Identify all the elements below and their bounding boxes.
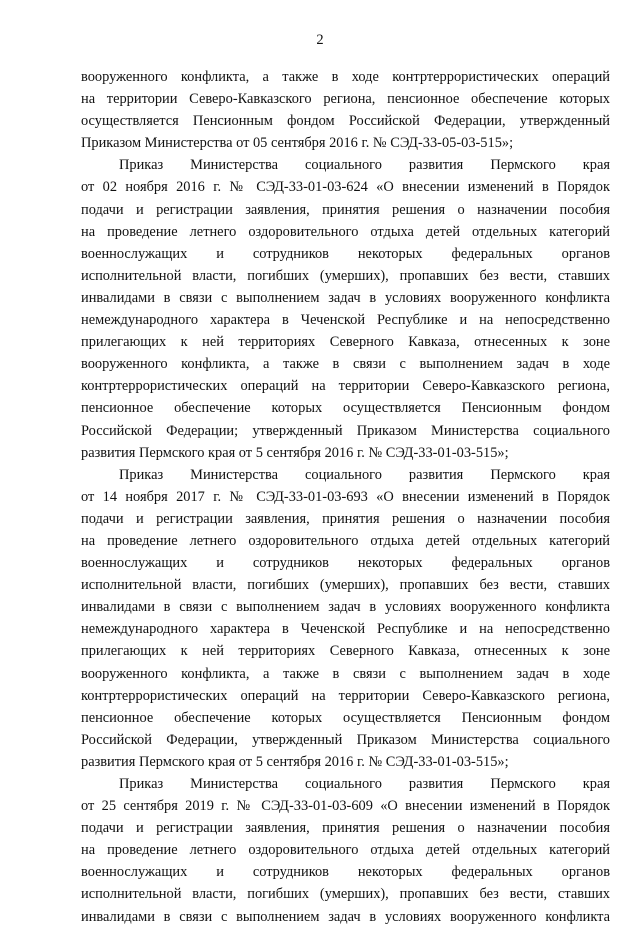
text-line: прилегающих к ней территориях Северного Кавказа, отнесенных к зоне — [81, 334, 610, 351]
text-line: от 02 ноября 2016 г. № СЭД-33-01-03-624 «О внесении изменений в Порядок — [81, 179, 610, 196]
paragraph-order-2019 — [81, 773, 610, 928]
text-line: от 25 сентября 2019 г. № СЭД-33-01-03-609 «О внесении изменений в Порядок — [81, 798, 610, 815]
text-line: контртеррористических операций на территории Северо-Кавказского региона, — [81, 378, 610, 395]
paragraph-continuation — [81, 66, 610, 154]
text-line: осуществляется Пенсионным фондом Российской Федерации, утвержденный — [81, 113, 610, 130]
text-line: пенсионное обеспечение которых осуществляется Пенсионным фондом — [81, 400, 610, 417]
text-line: Приказ Министерства социального развития Пермского края — [119, 466, 610, 483]
text-line: исполнительной власти, погибших (умерших), пропавших без вести, ставших — [81, 267, 610, 284]
text-line: Российской Федерации; утвержденный Приказом Министерства социального — [81, 422, 610, 439]
text-line: инвалидами в связи с выполнением задач в условиях вооруженного конфликта — [81, 908, 610, 925]
text-line: исполнительной власти, погибших (умерших), пропавших без вести, ставших — [81, 577, 610, 594]
text-line: развития Пермского края от 5 сентября 2016 г. № СЭД-33-01-03-515»; — [81, 753, 509, 770]
text-line: на проведение летнего оздоровительного отдыха детей отдельных категорий — [81, 223, 610, 240]
text-line: военнослужащих и сотрудников некоторых федеральных органов — [81, 555, 610, 572]
text-line: Приказ Министерства социального развития Пермского края — [119, 776, 610, 792]
text-line: военнослужащих и сотрудников некоторых федеральных органов — [81, 245, 610, 262]
text-line: вооруженного конфликта, а также в связи с выполнением задач в ходе — [81, 665, 610, 682]
text-line: военнослужащих и сотрудников некоторых федеральных органов — [81, 864, 610, 881]
text-line: пенсионное обеспечение которых осуществляется Пенсионным фондом — [81, 709, 610, 726]
text-line: Приказ Министерства социального развития Пермского края — [119, 157, 610, 174]
text-line: инвалидами в связи с выполнением задач в условиях вооруженного конфликта — [81, 599, 610, 616]
text-line: Приказом Министерства от 05 сентября 2016 г. № СЭД-33-05-03-515»; — [81, 135, 514, 152]
text-line: прилегающих к ней территориях Северного Кавказа, отнесенных к зоне — [81, 643, 610, 660]
paragraph-order-2016 — [81, 154, 610, 463]
text-line: Российской Федерации, утвержденный Приказом Министерства социального — [81, 731, 610, 748]
document-body — [81, 66, 610, 928]
text-line: от 14 ноября 2017 г. № СЭД-33-01-03-693 «О внесении изменений в Порядок — [81, 488, 610, 505]
text-line: развития Пермского края от 5 сентября 2016 г. № СЭД-33-01-03-515»; — [81, 444, 509, 461]
text-line: на проведение летнего оздоровительного отдыха детей отдельных категорий — [81, 532, 610, 549]
paragraph-order-2017 — [81, 464, 610, 773]
text-line: инвалидами в связи с выполнением задач в условиях вооруженного конфликта — [81, 289, 610, 306]
text-line: контртеррористических операций на территории Северо-Кавказского региона, — [81, 687, 610, 704]
text-line: на территории Северо-Кавказского региона, пенсионное обеспечение которых — [81, 91, 610, 108]
text-line: немеждународного характера в Чеченской Республике и на непосредственно — [81, 621, 610, 638]
text-line: подачи и регистрации заявления, принятия решения о назначении пособия — [81, 820, 610, 837]
page-number: 2 — [316, 32, 324, 48]
text-line: на проведение летнего оздоровительного отдыха детей отдельных категорий — [81, 842, 610, 859]
text-line: исполнительной власти, погибших (умерших), пропавших без вести, ставших — [81, 886, 610, 903]
text-line: вооруженного конфликта, а также в связи с выполнением задач в ходе — [81, 356, 610, 373]
text-line: вооруженного конфликта, а также в ходе контртеррористических операций — [81, 69, 610, 85]
text-line: подачи и регистрации заявления, принятия решения о назначении пособия — [81, 510, 610, 527]
text-line: немеждународного характера в Чеченской Республике и на непосредственно — [81, 312, 610, 329]
text-line: подачи и регистрации заявления, принятия решения о назначении пособия — [81, 201, 610, 218]
